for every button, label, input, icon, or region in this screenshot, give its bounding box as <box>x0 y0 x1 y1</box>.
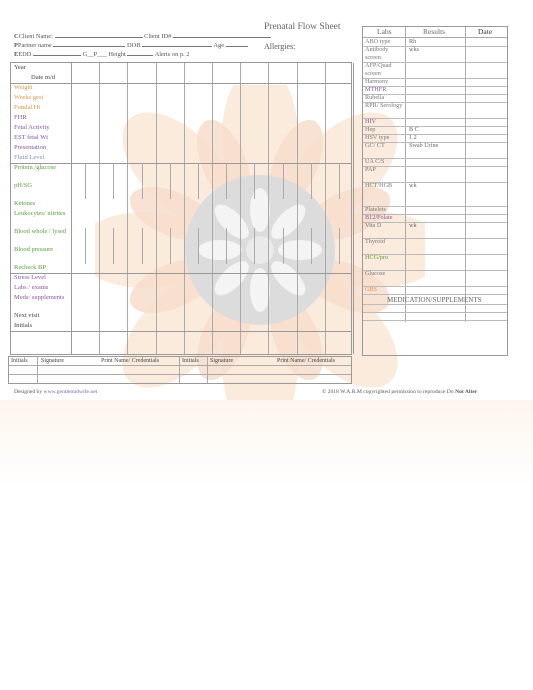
grid-subcolumn-line <box>113 163 114 199</box>
row-label: Fetal Activity <box>14 124 50 131</box>
flow-grid <box>10 62 352 355</box>
age-label: Age <box>213 42 225 49</box>
lab-name: HCG/pro <box>365 254 389 261</box>
lab-name: Glucose <box>365 270 386 277</box>
sig-initials-label-1: Initials <box>11 358 28 364</box>
grid-column-line <box>212 63 213 354</box>
client-name-label: Client Name: <box>18 33 53 40</box>
grid-subcolumn-line <box>142 228 143 264</box>
lab-result[interactable]: 1 2 <box>409 134 417 141</box>
lab-name: UA C/S <box>365 158 385 165</box>
lab-name: Rubella <box>365 94 385 101</box>
row-label: Fluid Level <box>14 154 45 161</box>
grid-column-line <box>184 63 185 354</box>
height-label: Height <box>108 51 126 58</box>
lab-result[interactable]: wk <box>409 222 417 229</box>
copyright-text: © 2018 W.A.R.M copyrighted permission to reproduce Do <box>322 389 454 395</box>
row-label: pH/SG <box>14 182 33 189</box>
row-label: Protein /glucose <box>14 164 57 171</box>
row-label: Weeks gest <box>14 94 44 101</box>
grid-column-line <box>268 63 269 354</box>
grid-subcolumn-line <box>254 228 255 264</box>
grid-subcolumn-line <box>85 163 86 199</box>
grid-row-line <box>11 331 351 332</box>
row-label: Presentation <box>14 144 47 151</box>
labs-row-line <box>363 294 507 295</box>
edd-field[interactable]: EEDD G__P___ Height Alerts on p. 2 <box>14 51 190 58</box>
edd-label: EDD <box>18 51 32 58</box>
grid-subcolumn-line <box>339 228 340 264</box>
alerts-label: Alerts on p. 2 <box>154 51 190 58</box>
grid-column-line <box>156 63 157 354</box>
grid-column-line <box>297 63 298 354</box>
copyright <box>322 389 477 395</box>
row-label: Fundal Ht <box>14 104 41 111</box>
gravida-label: G <box>82 51 88 58</box>
grid-column-line <box>240 63 241 354</box>
row-label: Weight <box>14 84 33 91</box>
row-label: Ketones <box>14 200 36 207</box>
grid-subcolumn-line <box>170 228 171 264</box>
meds-row-line <box>363 312 507 313</box>
lab-result[interactable]: wk <box>409 182 417 189</box>
signature-table <box>8 356 352 384</box>
lab-name: ABO type <box>365 38 391 45</box>
grid-subcolumn-line <box>226 163 227 199</box>
labs-column-header: Labs <box>377 27 392 36</box>
lab-name: MTHFR <box>365 86 387 93</box>
labs-table <box>362 26 508 356</box>
labs-column-line <box>465 27 466 322</box>
partner-field[interactable]: PPartner name DOB Age <box>14 40 248 49</box>
grid-row-line <box>11 273 351 274</box>
sig-print-label-1: Print Name/ Credentials <box>101 358 159 364</box>
grid-row-line <box>11 83 351 84</box>
labs-column-line <box>405 27 406 322</box>
row-label: Meds/ supplements <box>14 294 65 301</box>
row-label: Next visit <box>14 312 40 319</box>
not-alter-text: Not Alter <box>455 389 478 395</box>
lab-result[interactable]: Rh <box>409 38 417 45</box>
client-name-field[interactable]: CClient Name: Client ID# <box>14 31 271 40</box>
lab-name: B12/Folate <box>365 214 393 221</box>
grid-column-line <box>99 63 100 354</box>
grid-subcolumn-line <box>254 163 255 199</box>
grid-subcolumn-line <box>283 228 284 264</box>
lab-name: GC/ CT <box>365 142 385 149</box>
row-label: Blood pressure <box>14 246 54 253</box>
grid-column-line <box>127 63 128 354</box>
lab-name: Platelets <box>365 206 386 213</box>
grid-subcolumn-line <box>113 228 114 264</box>
designed-by-label: Designed by <box>14 389 43 395</box>
lab-name: Hep <box>365 126 376 133</box>
designed-by <box>14 389 97 395</box>
grid-subcolumn-line <box>198 163 199 199</box>
lab-name: HIV <box>365 118 376 125</box>
row-label: Stress Level <box>14 274 46 281</box>
lab-result[interactable]: Swab Urine <box>409 142 439 149</box>
row-label: Labs / exams <box>14 284 49 291</box>
website-link[interactable]: www.gentlemidwife.net <box>43 389 98 395</box>
lab-name: PAP <box>365 166 376 173</box>
row-label: EST fetal Wt <box>14 134 49 141</box>
para-label: P <box>93 51 98 58</box>
row-label: Recheck BP <box>14 264 46 271</box>
lab-name: HSV type <box>365 134 390 141</box>
lab-name: AFP/Quad screen <box>365 62 392 77</box>
lab-name: GBS <box>365 286 378 293</box>
lab-name: Antibody screen <box>365 46 389 61</box>
grid-column-line <box>353 63 354 354</box>
client-id-label: Client ID# <box>144 33 172 40</box>
grid-subcolumn-line <box>283 163 284 199</box>
meds-row-line <box>363 320 507 321</box>
date-column-header: Date <box>478 27 493 36</box>
sig-signature-label-2: Signature <box>210 358 233 364</box>
medications-heading: MEDICATION/SUPPLEMENTS <box>387 296 482 304</box>
allergies-label: Allergies: <box>264 42 296 51</box>
row-label: Initials <box>14 322 33 329</box>
decorative-fade <box>0 400 533 490</box>
grid-subcolumn-line <box>198 228 199 264</box>
grid-subcolumn-line <box>339 163 340 199</box>
row-label: FHR <box>14 114 27 121</box>
partner-name-label: Partner name <box>17 42 52 49</box>
grid-subcolumn-line <box>85 228 86 264</box>
lab-result[interactable]: wks <box>409 46 419 53</box>
results-column-header: Results <box>423 27 446 36</box>
lab-name: HCT/HGB <box>365 182 393 189</box>
lab-name: RPR/ Serology <box>365 102 403 109</box>
row-label: Date m/d <box>31 74 56 81</box>
grid-subcolumn-line <box>170 163 171 199</box>
grid-subcolumn-line <box>226 228 227 264</box>
sig-initials-label-2: Initials <box>182 358 199 364</box>
page-title: Prenatal Flow Sheet <box>264 22 341 32</box>
grid-subcolumn-line <box>311 228 312 264</box>
row-label: Leukocytes/ nitrites <box>14 210 66 217</box>
lab-result[interactable]: B C <box>409 126 419 133</box>
grid-row-line <box>11 163 351 164</box>
sig-signature-label-1: Signature <box>41 358 64 364</box>
row-label: Year <box>14 64 26 71</box>
lab-name: Thyroid <box>365 238 385 245</box>
grid-column-line <box>71 63 72 354</box>
dob-label: DOB <box>127 42 141 49</box>
meds-row-line <box>363 304 507 305</box>
grid-column-line <box>325 63 326 354</box>
row-label: Blood whole / lysed <box>14 228 67 235</box>
sig-print-label-2: Print Name/ Credentials <box>277 358 335 364</box>
lab-name: Vita D <box>365 222 382 229</box>
lab-name: Harmony <box>365 78 389 85</box>
grid-subcolumn-line <box>142 163 143 199</box>
grid-subcolumn-line <box>311 163 312 199</box>
